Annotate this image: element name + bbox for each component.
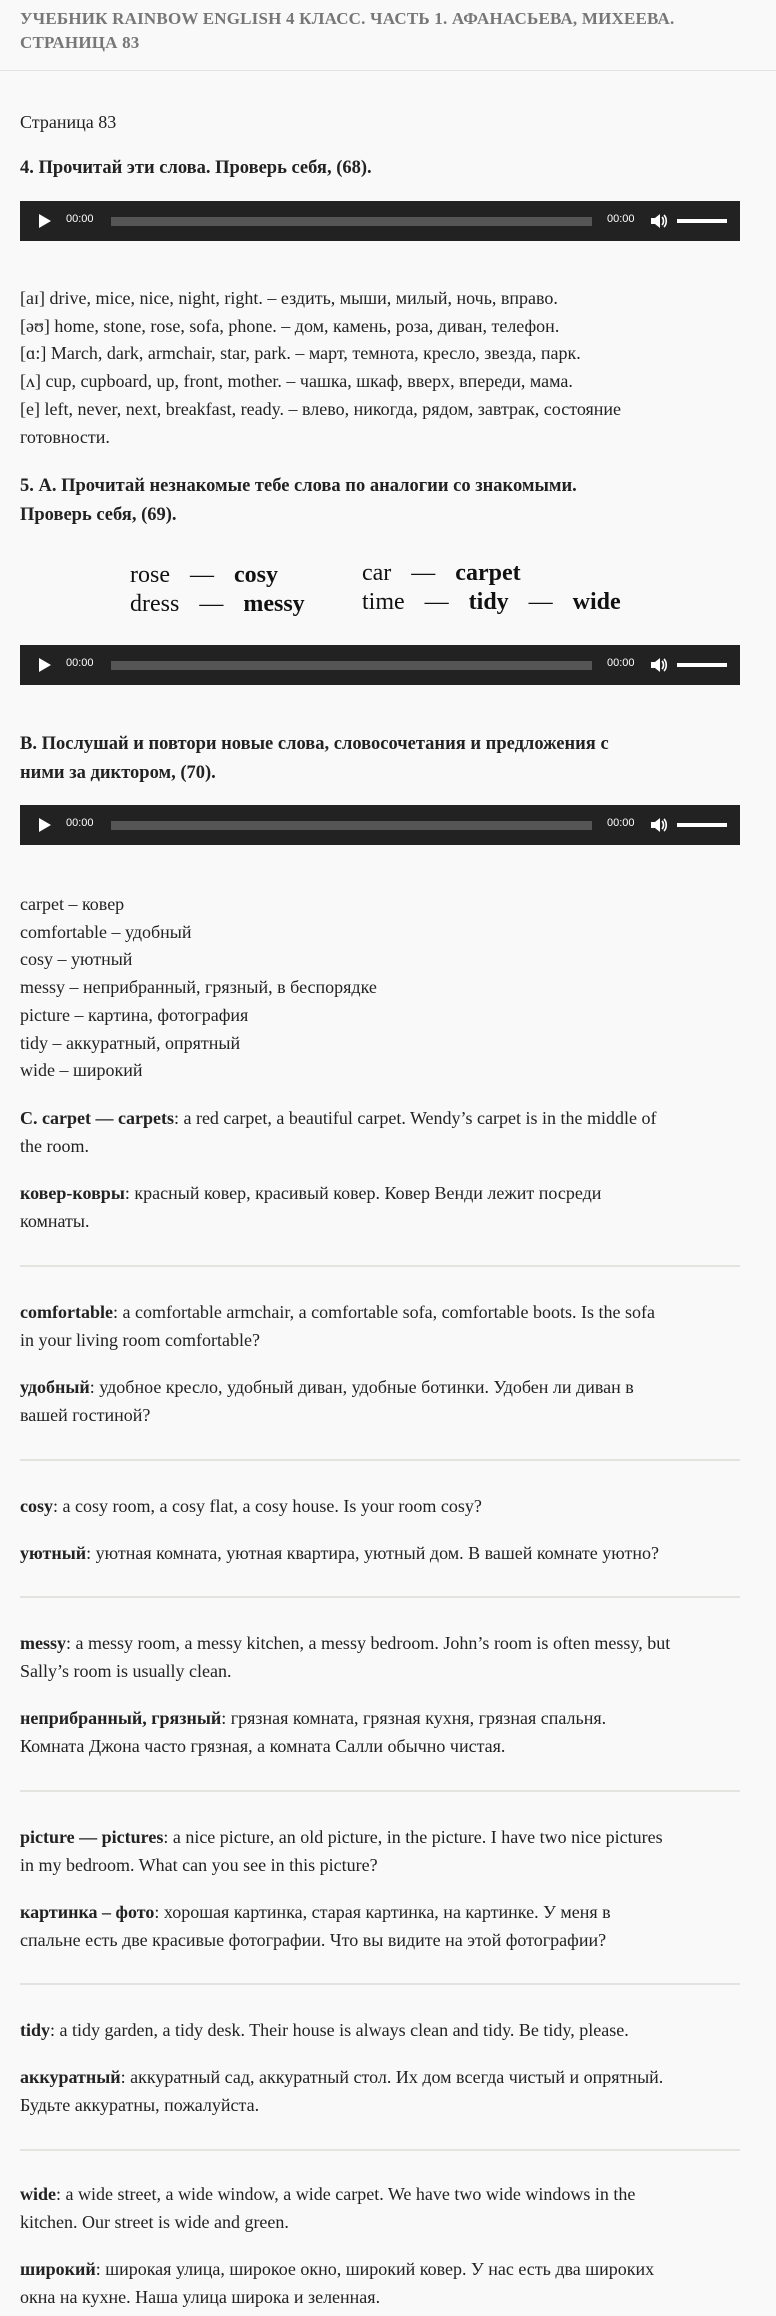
progress-track[interactable] xyxy=(111,217,592,226)
cosy-term: cosy xyxy=(20,1496,53,1516)
progress-track[interactable] xyxy=(111,661,592,670)
carpet-ru-cont: комнаты. xyxy=(20,1211,90,1231)
carpet-en-cont: the room. xyxy=(20,1136,89,1156)
wide-ru-term: широкий xyxy=(20,2259,96,2279)
comfortable-en: comfortable: a comfortable armchair, a comfortable sofa, comfortable boots. Is the sofa xyxy=(20,1302,656,1322)
dash: — xyxy=(424,589,449,615)
word-tidy: tidy xyxy=(468,589,509,615)
vocab-list xyxy=(20,891,740,1085)
wide-en-cont: kitchen. Our street is wide and green. xyxy=(20,2212,289,2232)
messy-term: messy xyxy=(20,1633,66,1653)
comfortable-en-cont: in your living room comfortable? xyxy=(20,1330,260,1350)
cosy-en: cosy: a cosy room, a cosy flat, a cosy house. Is your room cosy? xyxy=(20,1496,482,1516)
sound-line: [e] left, never, next, breakfast, ready. – влево, никогда, рядом, завтрак, состояние xyxy=(20,398,622,419)
task5a-heading-line2: Проверь себя, (69). xyxy=(20,505,177,525)
play-icon[interactable] xyxy=(39,658,51,672)
carpet-term: carpet — carpets xyxy=(42,1108,174,1128)
section-divider xyxy=(20,1265,740,1267)
tidy-en: tidy: a tidy garden, a tidy desk. Their house is always clean and tidy. Be tidy, please. xyxy=(20,2020,629,2040)
wide-term: wide xyxy=(20,2184,56,2204)
current-time: 00:00 xyxy=(66,817,94,829)
messy-ru-cont: Комната Джона часто грязная, а комната Салли обычно чистая. xyxy=(20,1736,506,1756)
page-header xyxy=(0,0,776,71)
vocab-item: wide – широкий xyxy=(20,1060,143,1081)
comfortable-term: comfortable xyxy=(20,1302,113,1322)
word-messy: messy xyxy=(243,591,305,617)
picture-en: picture — pictures: a nice picture, an old picture, in the picture. I have two nice pictures xyxy=(20,1827,663,1847)
word-wide: wide xyxy=(572,589,621,615)
sound-line: [ɑ:] March, dark, armchair, star, park. – март, темнота, кресло, звезда, парк. xyxy=(20,343,581,364)
task4-heading: 4. Прочитай эти слова. Проверь себя, (68). xyxy=(20,158,372,178)
picture-ru: картинка – фото: хорошая картинка, старая картинка, на картинке. У меня в xyxy=(20,1902,611,1922)
tidy-term: tidy xyxy=(20,2020,51,2040)
dash: — xyxy=(199,591,224,617)
tidy-ru: аккуратный: аккуратный сад, аккуратный стол. Их дом всегда чистый и опрятный. xyxy=(20,2067,664,2087)
sound-line: [əʊ] home, stone, rose, sofa, phone. – дом, камень, роза, диван, телефон. xyxy=(20,315,560,336)
volume-slider[interactable] xyxy=(677,663,727,667)
dash: — xyxy=(528,589,553,615)
messy-ru-term: неприбранный, грязный xyxy=(20,1708,222,1728)
vocab-item: cosy – уютный xyxy=(20,949,133,970)
current-time: 00:00 xyxy=(66,213,94,225)
progress-track[interactable] xyxy=(111,821,592,830)
task5b-heading-line1: В. Послушай и повтори новые слова, словосочетания и предложения с xyxy=(20,734,609,754)
vocab-item: comfortable – удобный xyxy=(20,921,192,942)
volume-slider[interactable] xyxy=(677,219,727,223)
picture-en-cont: in my bedroom. What can you see in this picture? xyxy=(20,1855,378,1875)
sound-line: готовности. xyxy=(20,426,110,447)
vocab-item: carpet – ковер xyxy=(20,894,125,914)
word-dress: dress xyxy=(130,591,180,617)
carpet-prefix: C. xyxy=(20,1108,42,1128)
tidy-ru-term: аккуратный xyxy=(20,2067,121,2087)
cosy-ru-term: уютный xyxy=(20,1543,87,1563)
play-icon[interactable] xyxy=(39,818,51,832)
comfortable-ru-cont: вашей гостиной? xyxy=(20,1405,151,1425)
task5a-heading-line1: 5. А. Прочитай незнакомые тебе слова по аналогии со знакомыми. xyxy=(20,476,577,496)
word-cosy: cosy xyxy=(233,562,278,588)
section-divider xyxy=(20,1790,740,1792)
volume-slider[interactable] xyxy=(677,823,727,827)
volume-icon[interactable] xyxy=(650,213,668,229)
tidy-ru-cont: Будьте аккуратны, пожалуйста. xyxy=(20,2095,260,2115)
task5b-heading-line2: ними за диктором, (70). xyxy=(20,763,216,783)
picture-ru-cont: спальне есть две красивые фотографии. Что вы видите на этой фотографии? xyxy=(20,1930,607,1950)
dash: — xyxy=(189,562,214,588)
wide-en: wide: a wide street, a wide window, a wide carpet. We have two wide windows in the xyxy=(20,2184,636,2204)
vocab-item: tidy – аккуратный, опрятный xyxy=(20,1032,241,1053)
section-divider xyxy=(20,2149,740,2151)
messy-en-cont: Sally’s room is usually clean. xyxy=(20,1661,232,1681)
duration-time: 00:00 xyxy=(607,213,635,225)
comfortable-ru-term: удобный xyxy=(20,1377,90,1397)
picture-term: picture — pictures xyxy=(20,1827,164,1847)
carpet-en: C. carpet — carpets: a red carpet, a beautiful carpet. Wendy’s carpet is in the middle of xyxy=(20,1108,657,1128)
section-divider xyxy=(20,1596,740,1598)
volume-icon[interactable] xyxy=(650,817,668,833)
cosy-ru: уютный: уютная комната, уютная квартира, уютный дом. В вашей комнате уютно? xyxy=(20,1543,659,1563)
comfortable-ru: удобный: удобное кресло, удобный диван, удобные ботинки. Удобен ли диван в xyxy=(20,1377,634,1397)
duration-time: 00:00 xyxy=(607,657,635,669)
sound-line: [ʌ] cup, cupboard, up, front, mother. – чашка, шкаф, вверх, впереди, мама. xyxy=(20,371,573,392)
word-car: car xyxy=(362,560,392,586)
word-time: time xyxy=(362,589,405,615)
wide-ru-cont: окна на кухне. Наша улица широка и зеленная. xyxy=(20,2287,381,2307)
section-divider xyxy=(20,1459,740,1461)
volume-icon[interactable] xyxy=(650,657,668,673)
messy-ru: неприбранный, грязный: грязная комната, грязная кухня, грязная спальня. xyxy=(20,1708,607,1728)
messy-en: messy: a messy room, a messy kitchen, a messy bedroom. John’s room is often messy, but xyxy=(20,1633,671,1653)
dash: — xyxy=(411,560,436,586)
section-divider xyxy=(20,1983,740,1985)
audio-player-69[interactable] xyxy=(20,645,740,685)
page-number-label: Страница 83 xyxy=(20,112,117,132)
play-icon[interactable] xyxy=(39,214,51,228)
page-title: УЧЕБНИК RAINBOW ENGLISH 4 КЛАСС. ЧАСТЬ 1. АФАНАСЬЕВА, МИХЕЕВА. СТРАНИЦА 83 xyxy=(20,9,675,52)
carpet-ru-term: ковер-ковры xyxy=(20,1183,125,1203)
duration-time: 00:00 xyxy=(607,817,635,829)
carpet-ru: ковер-ковры: красный ковер, красивый ковер. Ковер Венди лежит посреди xyxy=(20,1183,602,1203)
audio-player-68[interactable] xyxy=(20,201,740,241)
word-carpet: carpet xyxy=(455,560,521,586)
current-time: 00:00 xyxy=(66,657,94,669)
vocab-item: messy – неприбранный, грязный, в беспорядке xyxy=(20,977,377,998)
sound-line: [aɪ] drive, mice, nice, night, right. – ездить, мыши, милый, ночь, вправо. xyxy=(20,288,558,308)
word-rose: rose xyxy=(130,562,170,588)
audio-player-70[interactable] xyxy=(20,805,740,845)
task4-word-list xyxy=(20,285,740,451)
vocab-item: picture – картина, фотография xyxy=(20,1004,249,1025)
wide-ru: широкий: широкая улица, широкое окно, широкий ковер. У нас есть два широких xyxy=(20,2259,655,2279)
picture-ru-term: картинка – фото xyxy=(20,1902,155,1922)
